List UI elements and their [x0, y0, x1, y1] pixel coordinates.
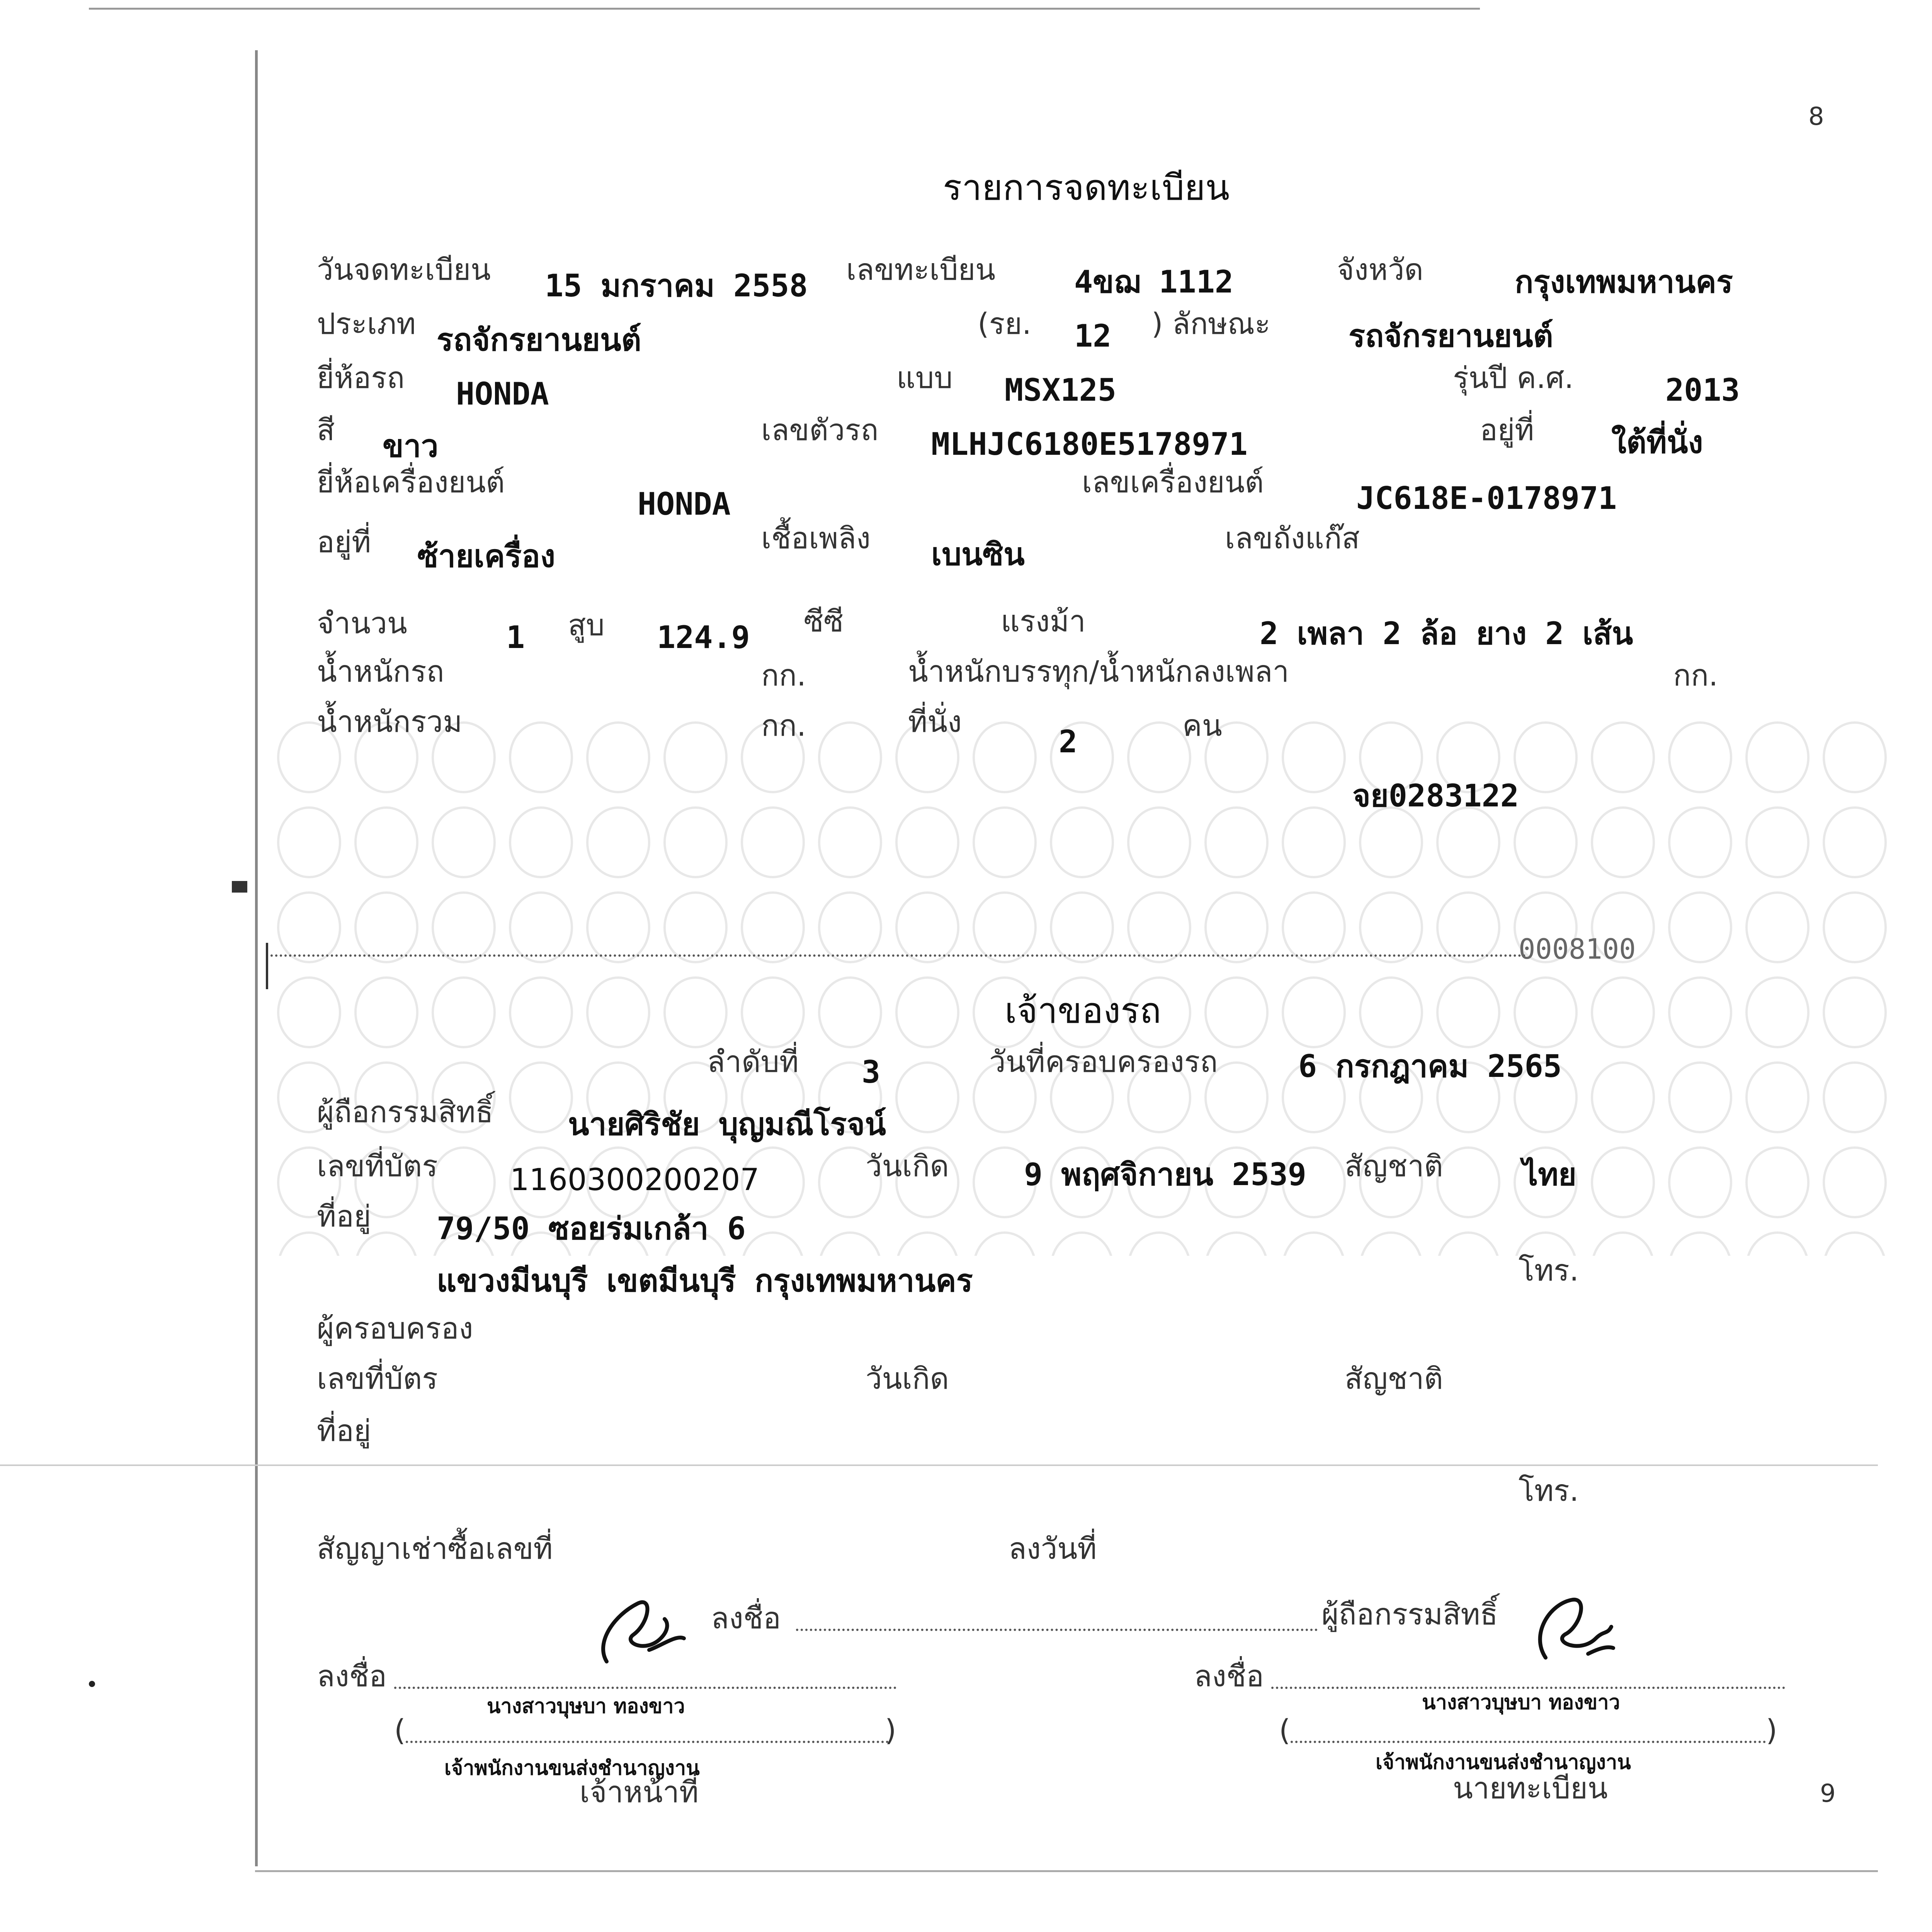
owner-heading: เจ้าของรถ	[1005, 990, 1162, 1031]
plate-value: 4ขฌ 1112	[1074, 264, 1234, 300]
cc-label: ซีซี	[804, 604, 844, 638]
owner-sign-dotted-line	[796, 1629, 1318, 1631]
right-paren-open: (	[1279, 1713, 1291, 1747]
mid-section-line	[0, 1464, 1878, 1466]
left-official-name: นางสาวบุษบา ทองขาว	[487, 1695, 685, 1718]
scan-speck	[89, 1681, 95, 1687]
left-paren-dotted-line	[406, 1741, 889, 1743]
right-official-position: เจ้าพนักงานขนส่งชำนาญงาน	[1376, 1751, 1631, 1774]
left-official-position: เจ้าพนักงานขนส่งชำนาญงาน	[444, 1757, 700, 1780]
left-sign-label: ลงชื่อ	[317, 1659, 387, 1693]
load-weight-label: น้ำหนักบรรทุก/น้ำหนักลงเพลา	[908, 654, 1289, 689]
owner-tel-label: โทร.	[1519, 1253, 1579, 1287]
owner-address-line2: แขวงมีนบุรี เขตมีนบุรี กรุงเทพมหานคร	[437, 1263, 973, 1299]
chassis-label: เลขตัวรถ	[761, 413, 879, 447]
possessor-label: ผู้ครอบครอง	[317, 1311, 473, 1345]
left-official-role: เจ้าหน้าที่	[580, 1775, 699, 1809]
scan-speck	[232, 881, 247, 893]
page-number-top: 8	[1808, 102, 1824, 131]
left-margin-line	[255, 50, 258, 1866]
owner-address-line1: 79/50 ซอยร่มเกล้า 6	[437, 1211, 746, 1247]
right-paren-dotted-line	[1291, 1741, 1766, 1743]
ownership-holder-value: นายศิริชัย บุญมณีโรจน์	[568, 1106, 886, 1142]
order-value: 3	[862, 1054, 881, 1090]
owner-address-label: ที่อยู่	[317, 1199, 371, 1233]
cc-value: 124.9	[657, 619, 750, 655]
left-sign-dotted-line	[394, 1687, 896, 1689]
owner-signature-scribble-right	[1522, 1580, 1615, 1673]
owner-dob-value: 9 พฤศจิกายน 2539	[1024, 1156, 1306, 1192]
fuel-label: เชื้อเพลิง	[761, 521, 871, 555]
vehicle-style-value: รถจักรยานยนต์	[1349, 318, 1553, 354]
owner-id-value: 1160300200207	[510, 1163, 760, 1197]
possession-date-value: 6 กรกฎาคม 2565	[1298, 1048, 1562, 1084]
kg-unit-2: กก.	[1673, 658, 1718, 692]
possession-date-label: วันที่ครอบครองรถ	[989, 1044, 1218, 1079]
left-tick-mark	[266, 943, 268, 989]
province-value: กรุงเทพมหานคร	[1515, 264, 1733, 300]
vehicle-type-label: ประเภท	[317, 306, 416, 341]
owner-id-label: เลขที่บัตร	[317, 1149, 438, 1183]
plate-label: เลขทะเบียน	[846, 252, 996, 287]
possessor-nationality-label: สัญชาติ	[1345, 1361, 1443, 1396]
horsepower-label: แรงม้า	[1001, 604, 1086, 638]
seat-label: ที่นั่ง	[908, 704, 962, 739]
top-edge-line	[89, 8, 1480, 10]
engine-number-value: JC618E-0178971	[1356, 480, 1617, 516]
right-official-name: นางสาวบุษบา ทองขาว	[1422, 1691, 1620, 1714]
right-official-role: นายทะเบียน	[1453, 1771, 1608, 1805]
vehicle-weight-label: น้ำหนักรถ	[317, 654, 444, 689]
fuel-value: เบนซิน	[931, 536, 1025, 572]
chassis-value: MLHJC6180E5178971	[931, 426, 1248, 462]
color-label: สี	[317, 413, 335, 447]
chassis-location-value: ใต้ที่นั่ง	[1611, 424, 1703, 460]
possessor-address-label: ที่อยู่	[317, 1413, 371, 1448]
engine-brand-label: ยี่ห้อเครื่องยนต์	[317, 465, 505, 499]
person-unit-label: คน	[1182, 708, 1222, 743]
order-label: ลำดับที่	[707, 1044, 799, 1079]
engine-brand-value: HONDA	[638, 486, 731, 522]
engine-location-value: ซ้ายเครื่อง	[417, 538, 556, 574]
chassis-location-label: อยู่ที่	[1480, 413, 1534, 447]
right-paren-close: )	[1766, 1713, 1777, 1747]
registration-heading: รายการจดทะเบียน	[943, 167, 1230, 208]
right-sign-label: ลงชื่อ	[1194, 1659, 1264, 1693]
cylinder-label: สูบ	[568, 608, 605, 642]
ry-value: 12	[1074, 318, 1112, 354]
owner-sign-label: ลงชื่อ	[711, 1601, 781, 1635]
engine-location-label: อยู่ที่	[317, 525, 371, 559]
vehicle-style-label: ) ลักษณะ	[1151, 306, 1270, 341]
page-number-bottom: 9	[1820, 1779, 1836, 1808]
count-label: จำนวน	[317, 606, 407, 640]
bottom-frame-line	[255, 1870, 1878, 1872]
kg-unit-1: กก.	[761, 658, 806, 692]
perforation-dotted-line	[270, 954, 1526, 957]
registration-date-label: วันจดทะเบียน	[317, 252, 491, 287]
possessor-dob-label: วันเกิด	[866, 1361, 949, 1396]
seat-value: 2	[1059, 724, 1078, 760]
model-value: MSX125	[1005, 372, 1116, 408]
hire-purchase-contract-label: สัญญาเช่าซื้อเลขที่	[317, 1531, 553, 1566]
left-paren-close: )	[885, 1713, 896, 1747]
model-year-value: 2013	[1665, 372, 1740, 408]
document-code: จย0283122	[1352, 778, 1519, 814]
gas-tank-label: เลขถังแก๊ส	[1225, 521, 1360, 555]
registration-date-value: 15 มกราคม 2558	[545, 268, 808, 304]
vehicle-type-value: รถจักรยานยนต์	[437, 322, 641, 358]
axle-wheel-tire-value: 2 เพลา 2 ล้อ ยาง 2 เส้น	[1260, 616, 1633, 651]
right-sign-dotted-line	[1271, 1687, 1785, 1689]
ry-open-label: (รย.	[978, 306, 1032, 341]
possessor-tel-label: โทร.	[1519, 1473, 1579, 1508]
owner-signature-scribble-left	[591, 1580, 692, 1677]
owner-nationality-label: สัญชาติ	[1345, 1149, 1443, 1183]
owner-role-label: ผู้ถือกรรมสิทธิ์	[1321, 1597, 1498, 1631]
total-weight-label: น้ำหนักรวม	[317, 704, 463, 739]
kg-unit-3: กก.	[761, 708, 806, 743]
model-label: แบบ	[896, 361, 953, 395]
left-paren-open: (	[394, 1713, 406, 1747]
possessor-id-label: เลขที่บัตร	[317, 1361, 438, 1396]
model-year-label: รุ่นปี ค.ศ.	[1453, 361, 1574, 395]
province-label: จังหวัด	[1337, 252, 1423, 287]
engine-number-label: เลขเครื่องยนต์	[1082, 465, 1264, 499]
owner-nationality-value: ไทย	[1522, 1156, 1577, 1192]
contract-date-label: ลงวันที่	[1009, 1531, 1097, 1566]
color-value: ขาว	[383, 428, 439, 464]
count-value: 1	[506, 619, 525, 655]
ownership-holder-label: ผู้ถือกรรมสิทธิ์	[317, 1095, 493, 1129]
brand-value: HONDA	[456, 376, 549, 412]
brand-label: ยี่ห้อรถ	[317, 361, 405, 395]
owner-dob-label: วันเกิด	[866, 1149, 949, 1183]
stamp-code: 0008100	[1519, 933, 1636, 965]
